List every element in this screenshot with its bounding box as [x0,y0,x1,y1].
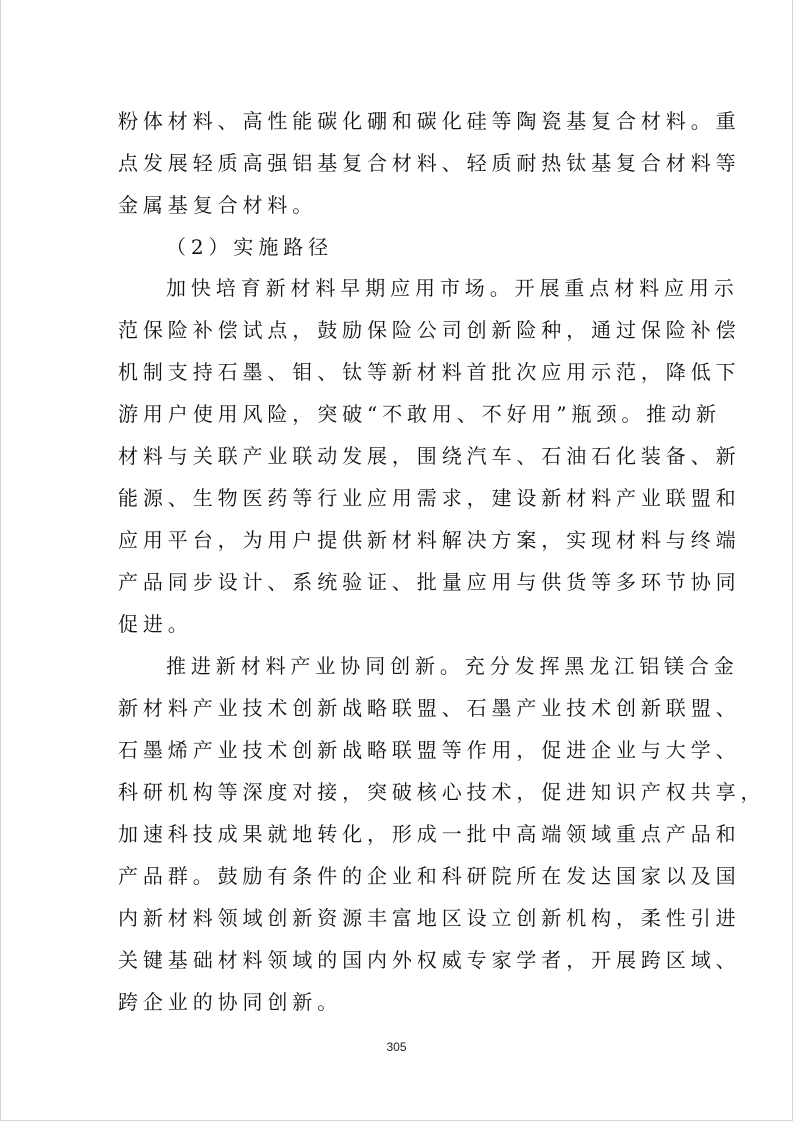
text-line: 机制支持石墨、钼、钛等新材料首批次应用示范，降低下 [118,360,741,384]
text-line: 粉体材料、高性能碳化硼和碳化硅等陶瓷基复合材料。重 [118,109,741,133]
text-line: 推进新材料产业协同创新。充分发挥黑龙江铝镁合金 [166,654,739,678]
text-line: 科研机构等深度对接，突破核心技术，促进知识产权共享， [118,780,766,804]
text-line: 促进。 [118,612,193,636]
text-line: 金属基复合材料。 [118,193,318,217]
section-heading: （2）实施路径 [166,235,334,259]
text-line: 能源、生物医药等行业应用需求，建设新材料产业联盟和 [118,486,741,510]
text-line: 加快培育新材料早期应用市场。开展重点材料应用示 [166,276,739,300]
text-line: 材料与关联产业联动发展，围绕汽车、石油石化装备、新 [118,444,741,468]
text-line: 产品同步设计、系统验证、批量应用与供货等多环节协同 [118,570,741,594]
text-line: 新材料产业技术创新战略联盟、石墨产业技术创新联盟、 [118,696,741,720]
text-line: 关键基础材料领域的国内外权威专家学者，开展跨区域、 [118,948,741,972]
text-line: 范保险补偿试点，鼓励保险公司创新险种，通过保险补偿 [118,318,741,342]
text-line: 加速科技成果就地转化，形成一批中高端领域重点产品和 [118,822,741,846]
text-line: 游用户使用风险，突破“不敢用、不好用”瓶颈。推动新 [118,402,721,426]
text-line: 内新材料领域创新资源丰富地区设立创新机构，柔性引进 [118,906,741,930]
page-number: 305 [386,1040,407,1054]
text-line: 产品群。鼓励有条件的企业和科研院所在发达国家以及国 [118,864,741,888]
text-line: 点发展轻质高强铝基复合材料、轻质耐热钛基复合材料等 [118,151,741,175]
text-line: 石墨烯产业技术创新战略联盟等作用，促进企业与大学、 [118,738,741,762]
text-line: 应用平台，为用户提供新材料解决方案，实现材料与终端 [118,528,741,552]
text-line: 跨企业的协同创新。 [118,990,343,1014]
